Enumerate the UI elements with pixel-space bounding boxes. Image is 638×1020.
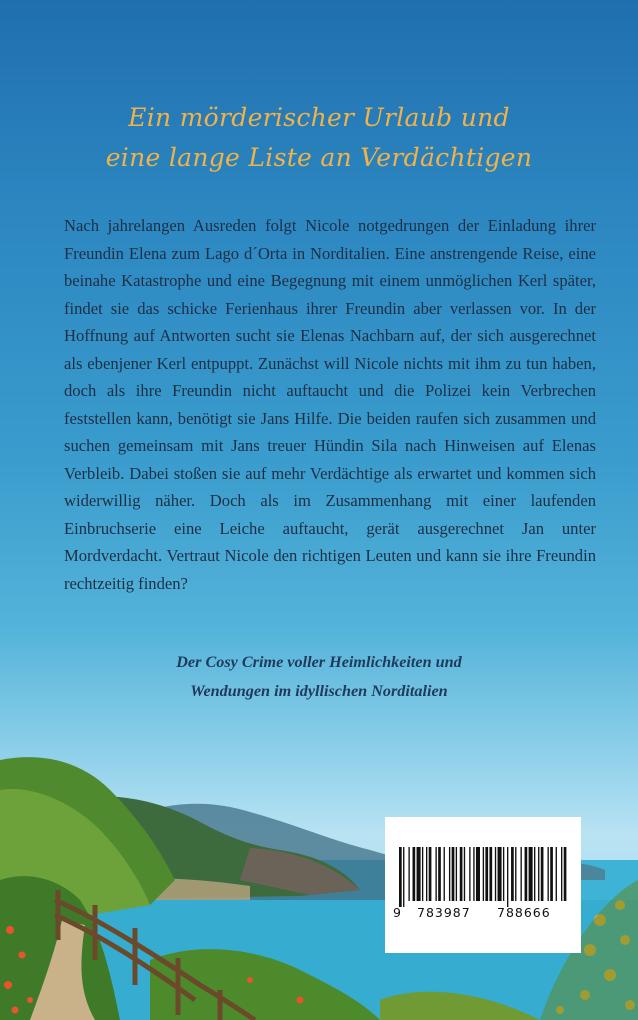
- barcode-bar: [541, 847, 544, 901]
- isbn-group-1: 783987: [417, 905, 471, 920]
- barcode-bar: [460, 847, 463, 901]
- barcode-bar: [511, 847, 514, 901]
- closing-line-2: Wendungen im idyllischen Norditalien: [190, 682, 448, 700]
- barcode-bar: [495, 847, 496, 901]
- barcode-bar: [550, 847, 553, 901]
- blurb-text: Nach jahrelangen Ausreden folgt Nicole notgedrungen der Einladung ihrer Freundin Elena zum Lago d´Orta in Norditalien. Eine anstrengende Reise, eine beinahe Katastrophe und eine Begegnung mit einem unmöglichen Kerl später, findet sie das schicke Ferienhaus ihrer Freundin aber verlassen vor. In der Hoffnung auf Antworten sucht sie Elenas Nachbarn auf, der sich ausgerechnet als ebenjener Kerl entpuppt. Zunächst will Nicole nichts mit ihm zu tun haben, doch als ihre Freundin nicht auftaucht und die Polizei kein Verbrechen feststellen kann, benötigt sie Jans Hilfe. Die beiden raufen sich zusammen und suchen gemeinsam mit Jans treuer Hündin Sila nach Hinweisen auf Elenas Verbleib. Dabei stoßen sie auf mehr Verdächtige als erwartet und kommen sich widerwillig näher. Doch als im Zusammenhang mit einer laufenden Einbruchserie eine Leiche auftaucht, gerät ausgerechnet Jan unter Mordverdacht. Vertraut Nicole den richtigen Leuten und kann sie ihre Freundin rechtzeitig finden?: [64, 216, 596, 593]
- barcode-bar: [469, 847, 470, 901]
- barcode-bar: [548, 847, 549, 901]
- barcode-bar: [515, 847, 516, 901]
- barcode-bar: [564, 847, 567, 901]
- barcode-bar: [521, 847, 522, 901]
- isbn-group-2: 788666: [497, 905, 551, 920]
- barcode-bar: [538, 847, 539, 901]
- barcode-bar: [413, 847, 416, 901]
- closing-line: [80, 648, 558, 706]
- barcode-bar: [534, 847, 535, 901]
- barcode-bar: [498, 847, 502, 901]
- barcode-bar: [426, 847, 427, 901]
- barcode-bar: [429, 847, 432, 901]
- barcode-bar: [435, 847, 436, 901]
- barcode-bar: [525, 847, 528, 901]
- barcode-bar: [403, 847, 404, 907]
- barcode-bar: [408, 847, 409, 901]
- barcode-bar: [464, 847, 465, 901]
- barcode-bar: [456, 847, 457, 901]
- barcode-bar: [449, 847, 450, 901]
- barcode-bar: [483, 847, 484, 901]
- barcode-bar: [489, 847, 492, 901]
- barcode-bar: [561, 847, 562, 901]
- closing-line-1: Der Cosy Crime voller Heimlichkeiten und: [176, 653, 462, 671]
- barcode-bar: [422, 847, 423, 901]
- barcode-bar: [438, 847, 441, 901]
- barcode-bar: [444, 847, 445, 901]
- tagline: [60, 98, 578, 178]
- barcode-bar: [399, 847, 402, 907]
- isbn-lead-digit: 9: [393, 905, 401, 920]
- barcode-box: [385, 817, 581, 953]
- barcode-bar: [476, 847, 480, 901]
- barcode-bar: [529, 847, 533, 901]
- barcode-bar: [507, 847, 508, 907]
- tagline-line-2: eine lange Liste an Verdächtigen: [105, 143, 533, 172]
- barcode-bar: [473, 847, 474, 901]
- barcode-bars: [399, 847, 567, 907]
- barcode-bar: [417, 847, 421, 901]
- barcode-bar: [452, 847, 455, 901]
- tagline-line-1: Ein mörderischer Urlaub und: [128, 103, 510, 132]
- barcode-bar: [503, 847, 504, 901]
- barcode-bar: [556, 847, 557, 901]
- barcode-bar: [485, 847, 488, 901]
